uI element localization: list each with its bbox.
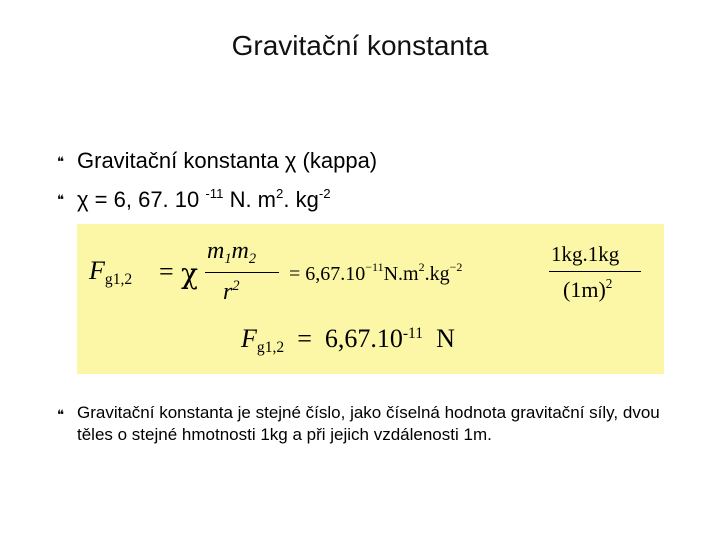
fraction-numerator: $m_1m_2$ [207, 238, 257, 267]
formula-constant: = $6,67.10^{-11}N.m^2.kg^{-2}$ [289, 260, 463, 285]
formula-equals: = [159, 257, 174, 286]
units-fraction-numerator: 1kg.1kg [551, 242, 620, 266]
fraction-denominator: $r^2$ [223, 278, 240, 305]
units-fraction-denominator: $(1m)^2$ [563, 276, 613, 302]
formula-box [77, 224, 664, 374]
bullet-text: Gravitační konstanta χ (kappa) [77, 148, 378, 173]
bullet-item-3 [57, 402, 667, 446]
fraction-bar [205, 272, 279, 273]
bullet-text: Gravitační konstanta je stejné číslo, jako číselná hodnota gravitační síly, dvou těles o stejné hmotnosti 1kg a při jejich vzdálenosti 1m. [77, 403, 660, 444]
bullet-icon: ❝ [57, 407, 64, 422]
formula-lhs: $F_{g1,2}$ [89, 256, 133, 288]
formula-chi: χ [181, 257, 198, 290]
bullet-icon: ❝ [57, 154, 64, 169]
slide-title: Gravitační konstanta [231, 30, 489, 61]
bullet-icon: ❝ [57, 192, 64, 207]
bullet-text: χ = 6, 67. 10 $^{-11}$ N. $m^2$. $kg^{-2}$ [77, 186, 331, 212]
bullet-item-2 [57, 186, 331, 213]
result-formula: $F_{g1,2} = 6,67.10^{-11}$ N [241, 324, 455, 356]
units-fraction-bar [549, 271, 641, 272]
bullet-item-1 [57, 148, 377, 174]
